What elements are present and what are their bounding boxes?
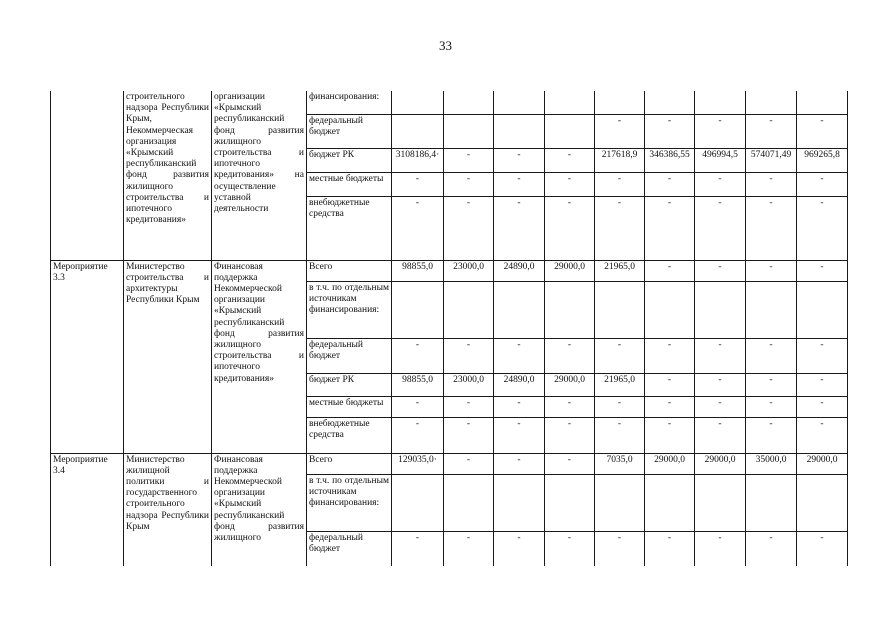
funding-source-cell: в т.ч. по отдельным источникам финансирования:	[307, 281, 392, 338]
amount-cell	[595, 474, 645, 531]
amount-cell: -	[797, 260, 848, 281]
amount-cell: -	[444, 417, 494, 453]
amount-cell	[797, 474, 848, 531]
amount-cell: -	[695, 196, 746, 260]
amount-cell	[444, 114, 494, 148]
amount-cell	[595, 281, 645, 338]
amount-cell	[645, 281, 695, 338]
table-body	[51, 91, 848, 566]
amount-cell: -	[595, 338, 645, 373]
amount-cell: -	[695, 172, 746, 196]
amount-cell: -	[746, 417, 797, 453]
amount-cell: -	[797, 196, 848, 260]
amount-cell: 969265,8	[797, 148, 848, 172]
amount-cell	[797, 91, 848, 114]
amount-cell: -	[545, 172, 595, 196]
amount-cell: -	[797, 531, 848, 566]
amount-cell: -	[545, 338, 595, 373]
funding-source-cell: внебюджетные средства	[307, 196, 392, 260]
amount-cell: -	[494, 453, 545, 474]
executor-cell: строительного надзора Республики Крым, Некоммерческая организация «Крымский республиканский фонд развития жилищного строительства и ипотечного кредитования»	[124, 91, 212, 260]
page-number: 33	[439, 38, 452, 53]
amount-cell	[645, 474, 695, 531]
amount-cell: -	[545, 453, 595, 474]
amount-cell: -	[595, 417, 645, 453]
amount-cell	[695, 474, 746, 531]
amount-cell: -	[494, 417, 545, 453]
amount-cell: 346386,55	[645, 148, 695, 172]
amount-cell: -	[645, 338, 695, 373]
amount-cell: -	[444, 148, 494, 172]
amount-cell: 29000,0	[645, 453, 695, 474]
amount-cell: -	[746, 196, 797, 260]
amount-cell: 24890,0	[494, 260, 545, 281]
content-cell: организации «Крымский республиканский фонд развития жилищного строительства и ипотечного кредитования» на осуществление уставной деятельности	[212, 91, 307, 260]
amount-cell: 98855,0	[392, 373, 444, 396]
amount-cell: -	[746, 172, 797, 196]
amount-cell	[746, 281, 797, 338]
funding-source-cell: бюджет РК	[307, 148, 392, 172]
amount-cell: -	[494, 396, 545, 417]
amount-cell	[695, 281, 746, 338]
amount-cell	[746, 474, 797, 531]
amount-cell: -	[444, 453, 494, 474]
amount-cell: -	[595, 172, 645, 196]
amount-cell: -	[545, 196, 595, 260]
amount-cell: 24890,0	[494, 373, 545, 396]
amount-cell: -	[797, 338, 848, 373]
amount-cell: -	[797, 373, 848, 396]
amount-cell: -	[695, 114, 746, 148]
amount-cell: -	[595, 114, 645, 148]
amount-cell	[444, 281, 494, 338]
amount-cell: 217618,9	[595, 148, 645, 172]
amount-cell	[595, 91, 645, 114]
amount-cell: -	[494, 531, 545, 566]
amount-cell: 29000,0	[545, 373, 595, 396]
amount-cell: -	[695, 260, 746, 281]
amount-cell: -	[746, 114, 797, 148]
amount-cell: -	[645, 373, 695, 396]
amount-cell: 574071,49	[746, 148, 797, 172]
amount-cell	[494, 91, 545, 114]
amount-cell	[392, 474, 444, 531]
funding-source-cell: Всего	[307, 453, 392, 474]
amount-cell	[545, 474, 595, 531]
amount-cell: 29000,0	[545, 260, 595, 281]
amount-cell: 7035,0	[595, 453, 645, 474]
funding-source-cell: федеральный бюджет	[307, 338, 392, 373]
amount-cell: -	[392, 417, 444, 453]
amount-cell: 35000,0	[746, 453, 797, 474]
funding-source-cell: финансирования:	[307, 91, 392, 114]
amount-cell: -	[392, 396, 444, 417]
amount-cell: -	[595, 196, 645, 260]
financing-table	[50, 91, 848, 566]
amount-cell: 3108186,4·	[392, 148, 444, 172]
amount-cell: -	[695, 338, 746, 373]
amount-cell	[545, 114, 595, 148]
amount-cell: 98855,0	[392, 260, 444, 281]
amount-cell: -	[797, 172, 848, 196]
amount-cell: -	[797, 396, 848, 417]
amount-cell	[494, 281, 545, 338]
amount-cell	[444, 91, 494, 114]
funding-source-cell: федеральный бюджет	[307, 114, 392, 148]
table-row	[51, 91, 848, 114]
amount-cell: -	[746, 260, 797, 281]
amount-cell: 496994,5	[695, 148, 746, 172]
funding-source-cell: в т.ч. по отдельным источникам финансирования:	[307, 474, 392, 531]
amount-cell: -	[444, 172, 494, 196]
amount-cell	[645, 91, 695, 114]
amount-cell	[444, 474, 494, 531]
amount-cell: 23000,0	[444, 260, 494, 281]
amount-cell: 29000,0	[797, 453, 848, 474]
table-row	[51, 453, 848, 474]
amount-cell	[545, 281, 595, 338]
table-row	[51, 260, 848, 281]
amount-cell: -	[392, 196, 444, 260]
amount-cell: -	[645, 172, 695, 196]
executor-cell: Министерство строительства и архитектуры Республики Крым	[124, 260, 212, 453]
amount-cell: -	[392, 338, 444, 373]
amount-cell	[392, 281, 444, 338]
amount-cell	[545, 91, 595, 114]
funding-source-cell: местные бюджеты	[307, 396, 392, 417]
amount-cell: -	[645, 531, 695, 566]
amount-cell: -	[695, 373, 746, 396]
funding-source-cell: бюджет РК	[307, 373, 392, 396]
funding-source-cell: местные бюджеты	[307, 172, 392, 196]
amount-cell	[797, 281, 848, 338]
amount-cell: -	[695, 396, 746, 417]
measure-name-cell: Мероприятие 3.3	[51, 260, 124, 453]
amount-cell: -	[444, 196, 494, 260]
amount-cell: -	[645, 114, 695, 148]
amount-cell: 21965,0	[595, 373, 645, 396]
amount-cell: 23000,0	[444, 373, 494, 396]
amount-cell: -	[444, 396, 494, 417]
amount-cell: -	[797, 114, 848, 148]
measure-name-cell	[51, 91, 124, 260]
amount-cell: -	[494, 196, 545, 260]
amount-cell: -	[545, 396, 595, 417]
amount-cell	[494, 114, 545, 148]
amount-cell	[695, 91, 746, 114]
amount-cell: -	[645, 260, 695, 281]
amount-cell: -	[545, 148, 595, 172]
amount-cell: -	[494, 148, 545, 172]
amount-cell: -	[545, 531, 595, 566]
amount-cell: -	[746, 531, 797, 566]
amount-cell: -	[444, 338, 494, 373]
amount-cell: -	[695, 417, 746, 453]
amount-cell	[392, 91, 444, 114]
amount-cell: -	[695, 531, 746, 566]
amount-cell: -	[746, 338, 797, 373]
amount-cell: 21965,0	[595, 260, 645, 281]
amount-cell: -	[494, 172, 545, 196]
amount-cell: -	[444, 531, 494, 566]
amount-cell: -	[746, 373, 797, 396]
amount-cell: -	[392, 172, 444, 196]
amount-cell: -	[392, 531, 444, 566]
amount-cell: 129035,0·	[392, 453, 444, 474]
funding-source-cell: Всего	[307, 260, 392, 281]
funding-source-cell: федеральный бюджет	[307, 531, 392, 566]
amount-cell: -	[645, 396, 695, 417]
amount-cell	[392, 114, 444, 148]
amount-cell: -	[746, 396, 797, 417]
amount-cell: -	[645, 196, 695, 260]
amount-cell: -	[595, 531, 645, 566]
amount-cell	[494, 474, 545, 531]
amount-cell: -	[494, 338, 545, 373]
content-cell: Финансовая поддержка Некоммерческой организации «Крымский республиканский фонд развития жилищного	[212, 453, 307, 566]
amount-cell: -	[645, 417, 695, 453]
amount-cell: 29000,0	[695, 453, 746, 474]
amount-cell: -	[797, 417, 848, 453]
amount-cell: -	[595, 396, 645, 417]
amount-cell: -	[545, 417, 595, 453]
executor-cell: Министерство жилищной политики и государственного строительного надзора Республики Крым	[124, 453, 212, 566]
measure-name-cell: Мероприятие 3.4	[51, 453, 124, 566]
funding-source-cell: внебюджетные средства	[307, 417, 392, 453]
amount-cell	[746, 91, 797, 114]
content-cell: Финансовая поддержка Некоммерческой организации «Крымский республиканский фонд развития жилищного строительства и ипотечного кредитования»	[212, 260, 307, 453]
